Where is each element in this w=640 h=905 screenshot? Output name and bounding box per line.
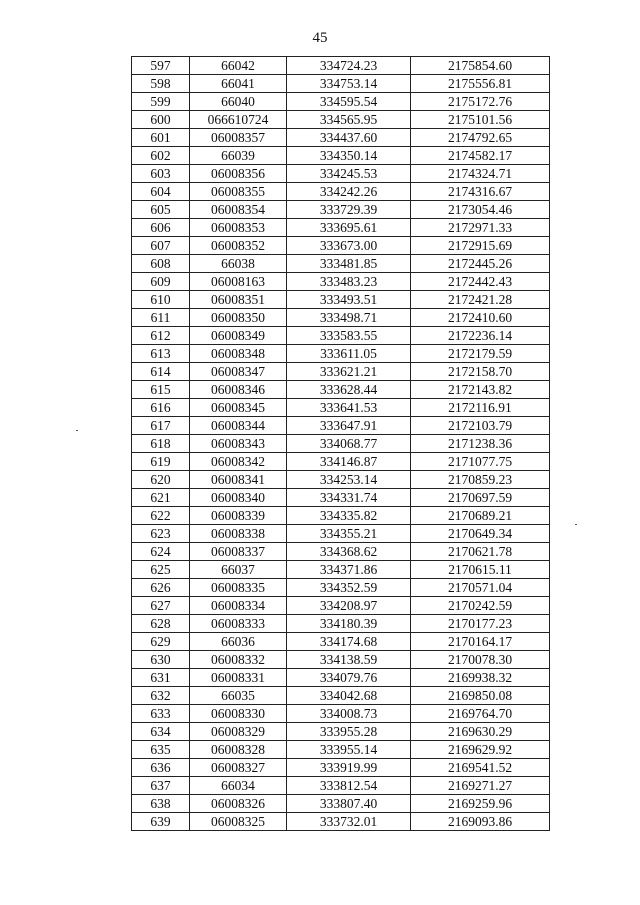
point-number-cell: 611 [132, 309, 190, 327]
point-number-cell: 623 [132, 525, 190, 543]
y-coordinate-cell: 2169093.86 [411, 813, 550, 831]
table-row [132, 759, 550, 777]
x-coordinate-cell: 333729.39 [287, 201, 411, 219]
x-coordinate-cell: 333807.40 [287, 795, 411, 813]
point-number-cell: 631 [132, 669, 190, 687]
scan-speck [575, 524, 577, 525]
y-coordinate-cell: 2170615.11 [411, 561, 550, 579]
point-number-cell: 618 [132, 435, 190, 453]
point-id-cell: 06008163 [190, 273, 287, 291]
point-number-cell: 616 [132, 399, 190, 417]
y-coordinate-cell: 2172421.28 [411, 291, 550, 309]
x-coordinate-cell: 334350.14 [287, 147, 411, 165]
point-number-cell: 598 [132, 75, 190, 93]
table-row [132, 147, 550, 165]
y-coordinate-cell: 2169764.70 [411, 705, 550, 723]
y-coordinate-cell: 2175556.81 [411, 75, 550, 93]
y-coordinate-cell: 2170078.30 [411, 651, 550, 669]
point-id-cell: 06008326 [190, 795, 287, 813]
x-coordinate-cell: 334068.77 [287, 435, 411, 453]
point-id-cell: 06008333 [190, 615, 287, 633]
table-row [132, 417, 550, 435]
x-coordinate-cell: 333621.21 [287, 363, 411, 381]
x-coordinate-cell: 334352.59 [287, 579, 411, 597]
point-number-cell: 608 [132, 255, 190, 273]
x-coordinate-cell: 333919.99 [287, 759, 411, 777]
point-number-cell: 604 [132, 183, 190, 201]
x-coordinate-cell: 334138.59 [287, 651, 411, 669]
y-coordinate-cell: 2175854.60 [411, 57, 550, 75]
point-number-cell: 636 [132, 759, 190, 777]
point-number-cell: 606 [132, 219, 190, 237]
table-row [132, 507, 550, 525]
point-id-cell: 66039 [190, 147, 287, 165]
y-coordinate-cell: 2174324.71 [411, 165, 550, 183]
table-row [132, 435, 550, 453]
point-id-cell: 06008339 [190, 507, 287, 525]
y-coordinate-cell: 2170571.04 [411, 579, 550, 597]
table-row [132, 471, 550, 489]
point-id-cell: 06008329 [190, 723, 287, 741]
y-coordinate-cell: 2169629.92 [411, 741, 550, 759]
y-coordinate-cell: 2172410.60 [411, 309, 550, 327]
y-coordinate-cell: 2170621.78 [411, 543, 550, 561]
y-coordinate-cell: 2169850.08 [411, 687, 550, 705]
table-row [132, 291, 550, 309]
table-row [132, 381, 550, 399]
point-id-cell: 06008340 [190, 489, 287, 507]
table-row [132, 363, 550, 381]
point-number-cell: 629 [132, 633, 190, 651]
x-coordinate-cell: 334595.54 [287, 93, 411, 111]
y-coordinate-cell: 2172103.79 [411, 417, 550, 435]
x-coordinate-cell: 333611.05 [287, 345, 411, 363]
point-id-cell: 06008347 [190, 363, 287, 381]
table-row [132, 255, 550, 273]
page-number: 45 [312, 30, 328, 46]
point-id-cell: 66042 [190, 57, 287, 75]
point-number-cell: 628 [132, 615, 190, 633]
point-number-cell: 612 [132, 327, 190, 345]
y-coordinate-cell: 2169541.52 [411, 759, 550, 777]
point-id-cell: 66035 [190, 687, 287, 705]
point-number-cell: 620 [132, 471, 190, 489]
point-number-cell: 639 [132, 813, 190, 831]
x-coordinate-cell: 334355.21 [287, 525, 411, 543]
table-row [132, 651, 550, 669]
point-id-cell: 66037 [190, 561, 287, 579]
point-id-cell: 06008337 [190, 543, 287, 561]
y-coordinate-cell: 2169938.32 [411, 669, 550, 687]
point-number-cell: 638 [132, 795, 190, 813]
table-row [132, 669, 550, 687]
y-coordinate-cell: 2172915.69 [411, 237, 550, 255]
x-coordinate-cell: 334253.14 [287, 471, 411, 489]
y-coordinate-cell: 2170689.21 [411, 507, 550, 525]
x-coordinate-cell: 333695.61 [287, 219, 411, 237]
y-coordinate-cell: 2171238.36 [411, 435, 550, 453]
point-id-cell: 06008328 [190, 741, 287, 759]
x-coordinate-cell: 334331.74 [287, 489, 411, 507]
point-id-cell: 06008342 [190, 453, 287, 471]
point-id-cell: 06008349 [190, 327, 287, 345]
y-coordinate-cell: 2170649.34 [411, 525, 550, 543]
table-row [132, 327, 550, 345]
point-number-cell: 637 [132, 777, 190, 795]
y-coordinate-cell: 2170242.59 [411, 597, 550, 615]
x-coordinate-cell: 334565.95 [287, 111, 411, 129]
point-id-cell: 06008346 [190, 381, 287, 399]
point-number-cell: 607 [132, 237, 190, 255]
table-row [132, 543, 550, 561]
point-id-cell: 06008344 [190, 417, 287, 435]
point-id-cell: 06008335 [190, 579, 287, 597]
x-coordinate-cell: 334335.82 [287, 507, 411, 525]
table-row [132, 165, 550, 183]
point-number-cell: 613 [132, 345, 190, 363]
y-coordinate-cell: 2174316.67 [411, 183, 550, 201]
x-coordinate-cell: 333641.53 [287, 399, 411, 417]
table-row [132, 813, 550, 831]
point-number-cell: 597 [132, 57, 190, 75]
point-id-cell: 06008331 [190, 669, 287, 687]
point-number-cell: 624 [132, 543, 190, 561]
x-coordinate-cell: 334371.86 [287, 561, 411, 579]
point-id-cell: 06008357 [190, 129, 287, 147]
point-number-cell: 635 [132, 741, 190, 759]
point-number-cell: 632 [132, 687, 190, 705]
y-coordinate-cell: 2172179.59 [411, 345, 550, 363]
point-id-cell: 066610724 [190, 111, 287, 129]
table-row [132, 309, 550, 327]
table-row [132, 93, 550, 111]
x-coordinate-cell: 334437.60 [287, 129, 411, 147]
table-row [132, 75, 550, 93]
y-coordinate-cell: 2170164.17 [411, 633, 550, 651]
point-id-cell: 06008341 [190, 471, 287, 489]
y-coordinate-cell: 2169259.96 [411, 795, 550, 813]
x-coordinate-cell: 333673.00 [287, 237, 411, 255]
table-row [132, 489, 550, 507]
point-number-cell: 622 [132, 507, 190, 525]
table-row [132, 201, 550, 219]
x-coordinate-cell: 333812.54 [287, 777, 411, 795]
table-row [132, 399, 550, 417]
x-coordinate-cell: 334042.68 [287, 687, 411, 705]
y-coordinate-cell: 2172442.43 [411, 273, 550, 291]
point-number-cell: 626 [132, 579, 190, 597]
point-id-cell: 06008343 [190, 435, 287, 453]
coordinates-table [131, 56, 550, 831]
point-id-cell: 66036 [190, 633, 287, 651]
point-number-cell: 609 [132, 273, 190, 291]
y-coordinate-cell: 2171077.75 [411, 453, 550, 471]
table-row [132, 453, 550, 471]
point-number-cell: 603 [132, 165, 190, 183]
point-number-cell: 601 [132, 129, 190, 147]
point-id-cell: 06008332 [190, 651, 287, 669]
point-number-cell: 602 [132, 147, 190, 165]
point-number-cell: 614 [132, 363, 190, 381]
table-row [132, 741, 550, 759]
y-coordinate-cell: 2175101.56 [411, 111, 550, 129]
y-coordinate-cell: 2172158.70 [411, 363, 550, 381]
point-number-cell: 633 [132, 705, 190, 723]
point-id-cell: 66038 [190, 255, 287, 273]
x-coordinate-cell: 333583.55 [287, 327, 411, 345]
x-coordinate-cell: 333955.28 [287, 723, 411, 741]
table-row [132, 705, 550, 723]
x-coordinate-cell: 334208.97 [287, 597, 411, 615]
x-coordinate-cell: 334753.14 [287, 75, 411, 93]
x-coordinate-cell: 334180.39 [287, 615, 411, 633]
point-id-cell: 06008327 [190, 759, 287, 777]
point-id-cell: 06008350 [190, 309, 287, 327]
y-coordinate-cell: 2172236.14 [411, 327, 550, 345]
point-number-cell: 605 [132, 201, 190, 219]
x-coordinate-cell: 333732.01 [287, 813, 411, 831]
point-id-cell: 06008334 [190, 597, 287, 615]
table-row [132, 129, 550, 147]
y-coordinate-cell: 2169630.29 [411, 723, 550, 741]
table-row [132, 345, 550, 363]
y-coordinate-cell: 2170697.59 [411, 489, 550, 507]
point-number-cell: 627 [132, 597, 190, 615]
x-coordinate-cell: 333493.51 [287, 291, 411, 309]
x-coordinate-cell: 334245.53 [287, 165, 411, 183]
point-number-cell: 634 [132, 723, 190, 741]
x-coordinate-cell: 333955.14 [287, 741, 411, 759]
x-coordinate-cell: 334368.62 [287, 543, 411, 561]
y-coordinate-cell: 2172143.82 [411, 381, 550, 399]
y-coordinate-cell: 2172445.26 [411, 255, 550, 273]
table-row [132, 795, 550, 813]
point-id-cell: 66034 [190, 777, 287, 795]
point-id-cell: 06008345 [190, 399, 287, 417]
x-coordinate-cell: 333481.85 [287, 255, 411, 273]
y-coordinate-cell: 2170177.23 [411, 615, 550, 633]
table-row [132, 525, 550, 543]
x-coordinate-cell: 334008.73 [287, 705, 411, 723]
table-row [132, 615, 550, 633]
point-id-cell: 06008354 [190, 201, 287, 219]
table-row [132, 237, 550, 255]
scan-speck [76, 430, 78, 431]
y-coordinate-cell: 2174582.17 [411, 147, 550, 165]
table-row [132, 633, 550, 651]
point-number-cell: 621 [132, 489, 190, 507]
point-id-cell: 06008355 [190, 183, 287, 201]
x-coordinate-cell: 334242.26 [287, 183, 411, 201]
x-coordinate-cell: 334724.23 [287, 57, 411, 75]
table-row [132, 723, 550, 741]
y-coordinate-cell: 2169271.27 [411, 777, 550, 795]
point-number-cell: 617 [132, 417, 190, 435]
y-coordinate-cell: 2173054.46 [411, 201, 550, 219]
table-row [132, 111, 550, 129]
point-number-cell: 610 [132, 291, 190, 309]
table-row [132, 57, 550, 75]
table-row [132, 219, 550, 237]
table-row [132, 579, 550, 597]
coordinates-table-body [132, 57, 550, 831]
point-id-cell: 06008330 [190, 705, 287, 723]
x-coordinate-cell: 333498.71 [287, 309, 411, 327]
x-coordinate-cell: 334079.76 [287, 669, 411, 687]
y-coordinate-cell: 2175172.76 [411, 93, 550, 111]
point-id-cell: 06008325 [190, 813, 287, 831]
x-coordinate-cell: 333628.44 [287, 381, 411, 399]
y-coordinate-cell: 2172971.33 [411, 219, 550, 237]
point-number-cell: 630 [132, 651, 190, 669]
table-row [132, 687, 550, 705]
table-row [132, 183, 550, 201]
point-id-cell: 66040 [190, 93, 287, 111]
table-row [132, 273, 550, 291]
x-coordinate-cell: 334146.87 [287, 453, 411, 471]
point-number-cell: 625 [132, 561, 190, 579]
table-row [132, 597, 550, 615]
point-id-cell: 06008352 [190, 237, 287, 255]
table-row [132, 561, 550, 579]
point-id-cell: 06008338 [190, 525, 287, 543]
point-number-cell: 615 [132, 381, 190, 399]
x-coordinate-cell: 333483.23 [287, 273, 411, 291]
point-id-cell: 06008353 [190, 219, 287, 237]
y-coordinate-cell: 2170859.23 [411, 471, 550, 489]
point-number-cell: 600 [132, 111, 190, 129]
point-id-cell: 06008348 [190, 345, 287, 363]
y-coordinate-cell: 2174792.65 [411, 129, 550, 147]
x-coordinate-cell: 334174.68 [287, 633, 411, 651]
point-number-cell: 619 [132, 453, 190, 471]
point-id-cell: 06008356 [190, 165, 287, 183]
point-id-cell: 06008351 [190, 291, 287, 309]
x-coordinate-cell: 333647.91 [287, 417, 411, 435]
point-number-cell: 599 [132, 93, 190, 111]
y-coordinate-cell: 2172116.91 [411, 399, 550, 417]
table-row [132, 777, 550, 795]
point-id-cell: 66041 [190, 75, 287, 93]
